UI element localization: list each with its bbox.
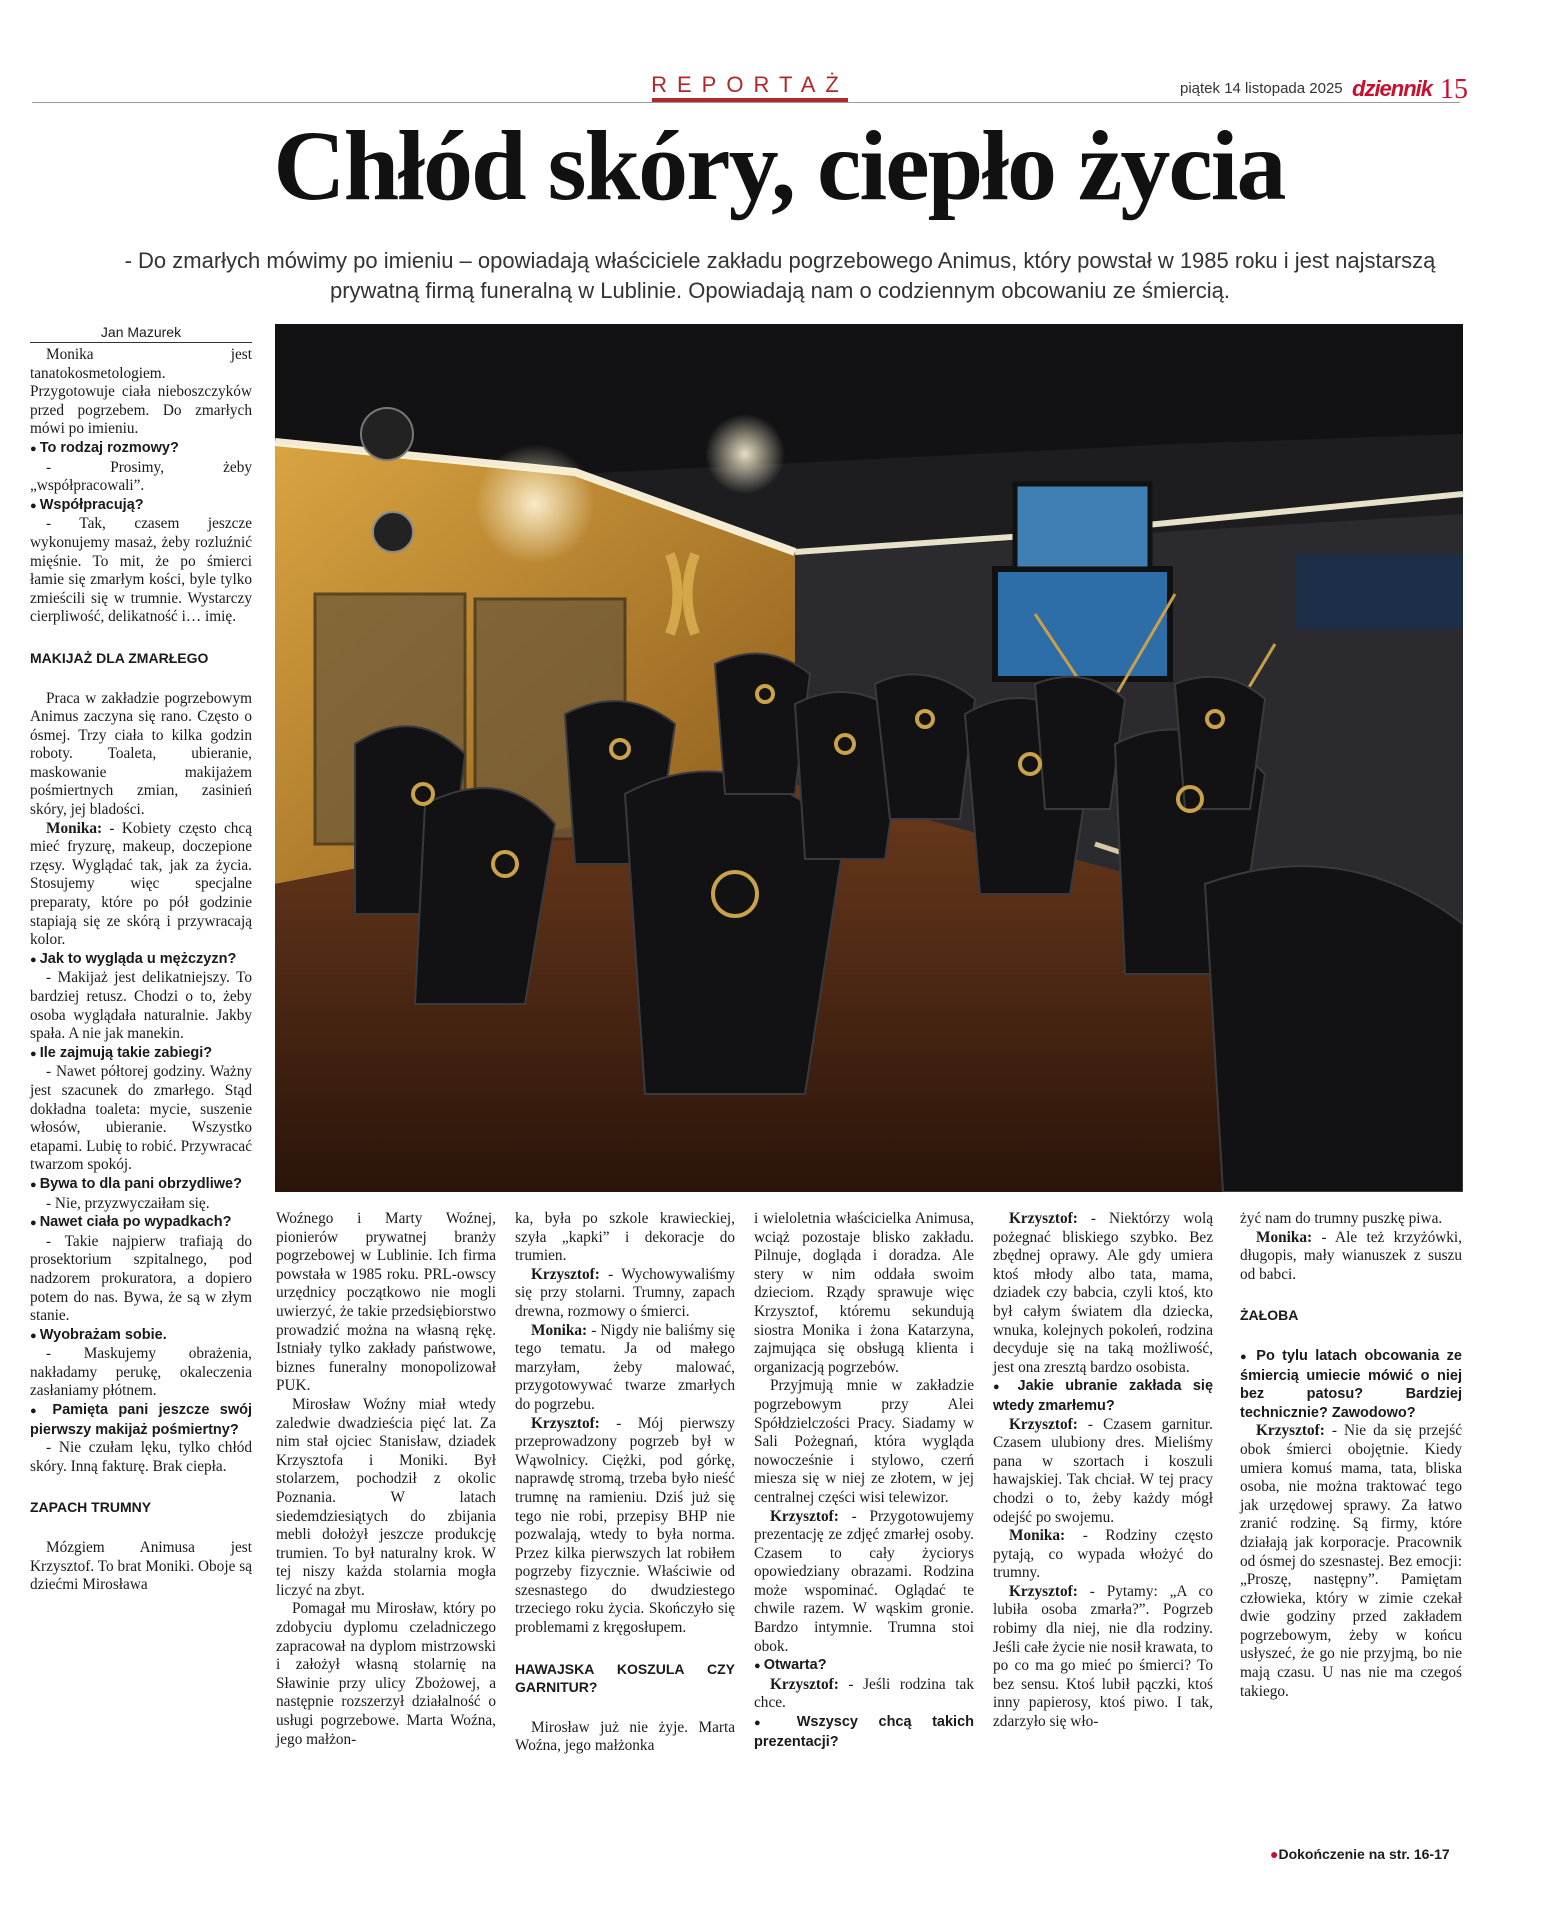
byline: Jan Mazurek: [30, 324, 252, 343]
paragraph: Mirosław Woźny miał wtedy zaledwie dwadzieścia pięć lat. Za nim stał ojciec Stanisław, dziadek Krzysztofa i Moniki. Był stolarzem, pochodził z okolic Poznania. W latach siedemdziesiątych do zbijania mebli dołożył jeszcze produkcję trumien. To był naturalny krok. W tej niszy każda stolarnia mogła liczyć na zbyt.: [276, 1395, 496, 1599]
speaker-name: Krzysztof:: [531, 1414, 617, 1432]
page-number: 15: [1440, 74, 1468, 105]
speaker-paragraph: Monika: - Rodziny często pytają, co wypada włożyć do trumny.: [993, 1527, 1213, 1582]
lead: - Do zmarłych mówimy po imieniu – opowiadają właściciele zakładu pogrzebowego Animus, który powstał w 1985 roku i jest najstarszą prywatną firmą funeralną w Lublinie. Opowiadają nam o codziennym obcowaniu ze śmiercią.: [124, 248, 1436, 303]
paragraph: żyć nam do trumny puszkę piwa.: [1240, 1210, 1443, 1227]
speaker-name: Monika:: [46, 819, 110, 837]
paragraph: - Nie czułam lęku, tylko chłód skóry. Inną fakturę. Brak ciepła.: [30, 1439, 252, 1475]
question: ● Bywa to dla pani obrzydliwe?: [30, 1175, 252, 1195]
question: ● Jak to wygląda u mężczyzn?: [30, 950, 252, 970]
speaker-paragraph: Krzysztof: - Czasem garnitur. Czasem ulubiony dres. Mieliśmy pana w szortach i koszuli hawajskiej. Tak chciał. W tej pracy chodzi o to, żeby każdy mógł odejść po swojemu.: [993, 1415, 1213, 1526]
question: ● Ile zajmują takie zabiegi?: [30, 1044, 252, 1064]
question: ● Nawet ciała po wypadkach?: [30, 1213, 252, 1233]
question: ● Wyobrażam sobie.: [30, 1326, 252, 1346]
text-column-1: [30, 346, 252, 1595]
speaker-paragraph: Krzysztof: - Niektórzy wolą pożegnać bliskiego szybko. Bez zbędnej oprawy. Ale gdy umiera ktoś młody albo tata, mama, dziadek czy babcia, czyli ktoś, kto był całym światem dla dziecka, wnuka, kolejnych pokoleń, rodzina decyduje się na taką możliwość, jest ona zresztą bardzo osobista.: [993, 1210, 1213, 1376]
speaker-name: Krzysztof:: [770, 1675, 849, 1693]
speaker-paragraph: Monika: - Nigdy nie baliśmy się tego tematu. Ja od małego marzyłam, żeby malować, przygotowywać twarze zmarłych do pogrzebu.: [515, 1321, 735, 1413]
question: ● Współpracują?: [30, 496, 252, 516]
text-column-5: [993, 1210, 1213, 1732]
speaker-paragraph: Krzysztof: - Wychowywaliśmy się przy stolarni. Trumny, zapach drewna, rozmowy o śmierci.: [515, 1265, 735, 1320]
speaker-name: Krzysztof:: [1009, 1415, 1088, 1433]
speaker-name: Krzysztof:: [1009, 1210, 1091, 1227]
funeral-hall-photo: [275, 324, 1463, 1192]
text-column-3: [515, 1210, 735, 1756]
speaker-name: Monika:: [1256, 1228, 1322, 1246]
question: ● Otwarta?: [754, 1656, 974, 1676]
paragraph: - Prosimy, żeby „współpracowali”.: [30, 458, 252, 495]
continuation-note: ● Dokończenie na str. 16-17: [1270, 1846, 1450, 1862]
text-column-4: [754, 1210, 974, 1751]
paragraph: - Makijaż jest delikatniejszy. To bardziej retusz. Chodzi o to, żeby osoba wyglądała naturalnie. Jakby spała. A nie jak manekin.: [30, 969, 252, 1043]
question: ● To rodzaj rozmowy?: [30, 439, 252, 459]
paragraph: Monika jest tanatokosmetologiem. Przygotowuje ciała nieboszczyków przed pogrzebem. Do zmarłych mówi po imieniu.: [30, 346, 252, 438]
subheading: ZAPACH TRUMNY: [30, 1499, 152, 1516]
paragraph: Woźnego i Marty Woźnej, pionierów prywatnej branży pogrzebowej w Lublinie. Ich firma powstała w 1985 roku. PRL-owscy urzędnicy początkowo nie mogli uwierzyć, że takie przedsiębiorstwo prowadzić można na własną rękę. Istniały tylko zakłady państwowe, biznes funeralny monopolizował PUK.: [276, 1210, 496, 1395]
speaker-name: Krzysztof:: [1009, 1582, 1090, 1600]
paragraph: - Maskujemy obrażenia, nakładamy perukę, okaleczenia zasłaniamy płótnem.: [30, 1345, 252, 1400]
headline: Chłód skóry, ciepło życia: [273, 110, 1285, 221]
header-rule: [32, 102, 1460, 103]
question: ● Wszyscy chcą takich prezentacji?: [754, 1713, 974, 1751]
paragraph: - Nie, przyzwyczaiłam się.: [46, 1194, 210, 1212]
subheading: ŻAŁOBA: [1240, 1307, 1299, 1324]
paragraph: - Tak, czasem jeszcze wykonujemy masaż, żeby rozluźnić mięśnie. To mit, że po śmierci łamie się zmarłym kości, byle tylko zmieścili się w trumnie. Wystarczy cierpliwość, delikatność i… imię.: [30, 515, 252, 626]
paragraph: Mirosław już nie żyje. Marta Woźna, jego małżonka: [515, 1718, 735, 1755]
subheading: MAKIJAŻ DLA ZMARŁEGO: [30, 649, 209, 666]
speaker-name: Monika:: [1009, 1527, 1083, 1545]
issue-date: piątek 14 listopada 2025: [1180, 80, 1343, 97]
paragraph: i wieloletnia właścicielka Animusa, wciąż pozostaje blisko zakładu. Pilnuje, dogląda i doradza. Ale stery w nim oddała swoim dzieciom. Rządy sprawuje więc Krzysztof, któremu sekundują siostra Monika i żona Katarzyna, zajmująca się obsługą klienta i organizacją pogrzebów.: [754, 1210, 974, 1376]
text-column-2: [276, 1210, 496, 1749]
text-column-6: [1240, 1210, 1462, 1701]
speaker-paragraph: Monika: - Kobiety często chcą mieć fryzurę, makeup, doczepione rzęsy. Wyglądać tak, jak za życia. Stosujemy więc specjalne preparaty, które po pół godzinie stapiają się ze skórą i przywracają kolor.: [30, 819, 252, 949]
paragraph: - Takie najpierw trafiają do prosektorium szpitalnego, pod nadzorem prokuratora, a dopiero potem do nas. Bywa, że są w złym stanie.: [30, 1232, 252, 1325]
question: ● Jakie ubranie zakłada się wtedy zmarłemu?: [993, 1377, 1213, 1415]
paragraph: Przyjmują mnie w zakładzie pogrzebowym przy Alei Spółdzielczości Pracy. Siadamy w Sali Pożegnań, która wygląda nowocześnie i stylowo, czerń miesza się w niej ze złotem, w jej centralnej części wisi telewizor.: [754, 1377, 974, 1506]
speaker-paragraph: Krzysztof: - Pytamy: „A co lubiła osoba zmarła?”. Pogrzeb robimy dla niej, nie dla rodziny. Jeśli całe życie nie nosił krawata, to po co ma go mieć po śmierci? To bez sensu. Ktoś lubił pączki, ktoś inny papierosy, ktoś piwo. I tak, zdarzyło się wło-: [993, 1582, 1213, 1731]
speaker-paragraph: Krzysztof: - Jeśli rodzina tak chce.: [754, 1675, 974, 1712]
speaker-name: Krzysztof:: [770, 1507, 852, 1525]
question: ● Po tylu latach obcowania ze śmiercią umiecie mówić o niej bez patosu? Bardziej technicznie? Zawodowo?: [1240, 1347, 1462, 1422]
paragraph: Praca w zakładzie pogrzebowym Animus zaczyna się rano. Często o ósmej. Trzy ciała to kilka godzin roboty. Toaleta, ubieranie, maskowanie makijażem pośmiertnych zmian, zasinień skóry, jej bladości.: [30, 689, 252, 819]
paragraph: Pomagał mu Mirosław, który po zdobyciu dyplomu czeladniczego zapracował na dyplom mistrzowski i założył własną stolarnię na Sławinie przy ulicy Zbożowej, a następnie rozszerzył działalność o usługi pogrzebowe. Marta Woźna, jego małżon-: [276, 1600, 496, 1748]
paragraph: - Nawet półtorej godziny. Ważny jest szacunek do zmarłego. Stąd dokładna toaleta: mycie, suszenie włosów, ubieranie. Wszystko etapami. Lubię to robić. Przywracać twarzom spokój.: [30, 1063, 252, 1174]
speaker-name: Monika:: [531, 1321, 592, 1339]
speaker-paragraph: Krzysztof: - Nie da się przejść obok śmierci obojętnie. Kiedy umiera komuś mama, tata, bliska osoba, nie można traktować tego jak urzędowej sprawy. Za łatwo zranić rodzinę. Są firmy, które działają jak korporacje. Pracownik od ósmej do szesnastej. Bez emocji: „Proszę, następny”. Pamiętam człowieka, który w zimie czekał dwie godziny przed zakładem pogrzebowym, żeby w końcu usłyszeć, że go nie przyjmą, bo nie mają czasu. U nas nie ma czegoś takiego.: [1240, 1422, 1462, 1700]
speaker-paragraph: Krzysztof: - Mój pierwszy przeprowadzony pogrzeb był w Wąwolnicy. Ciężki, pod górkę, naprawdę stromą, trzeba było nieść trumnę na ramieniu. Dziś już się tego nie robi, przepisy BHP nie pozwalają, wtedy to była norma. Przez kilka pierwszych lat robiłem pogrzeby fizycznie. Właściwie od szesnastego do dwudziestego trzeciego roku życia. Skończyło się problemami z kręgosłupem.: [515, 1414, 735, 1637]
paragraph: Mózgiem Animusa jest Krzysztof. To brat Moniki. Oboje są dziećmi Mirosława: [30, 1539, 252, 1594]
speaker-paragraph: Monika: - Ale też krzyżówki, długopis, mały wianuszek z suszu od babci.: [1240, 1228, 1462, 1283]
question: ● Pamięta pani jeszcze swój pierwszy makijaż pośmiertny?: [30, 1401, 252, 1439]
speaker-paragraph: Krzysztof: - Przygotowujemy prezentację ze zdjęć zmarłej osoby. Czasem to cały życiorys opowiedziany obrazami. Rodzina może wspominać. Oglądać te chwile razem. W wąskim gronie. Bardzo intymnie. Trumna stoi obok.: [754, 1507, 974, 1655]
speaker-name: Krzysztof:: [1256, 1422, 1332, 1440]
speaker-name: Krzysztof:: [531, 1265, 609, 1283]
section-label: REPORTAŻ: [651, 72, 849, 97]
newspaper-logo: dziennik: [1352, 76, 1433, 101]
paragraph: ka, była po szkole krawieckiej, szyła „kapki” i dekoracje do trumien.: [515, 1210, 735, 1265]
subheading: HAWAJSKA KOSZULA CZY GARNITUR?: [515, 1660, 735, 1696]
